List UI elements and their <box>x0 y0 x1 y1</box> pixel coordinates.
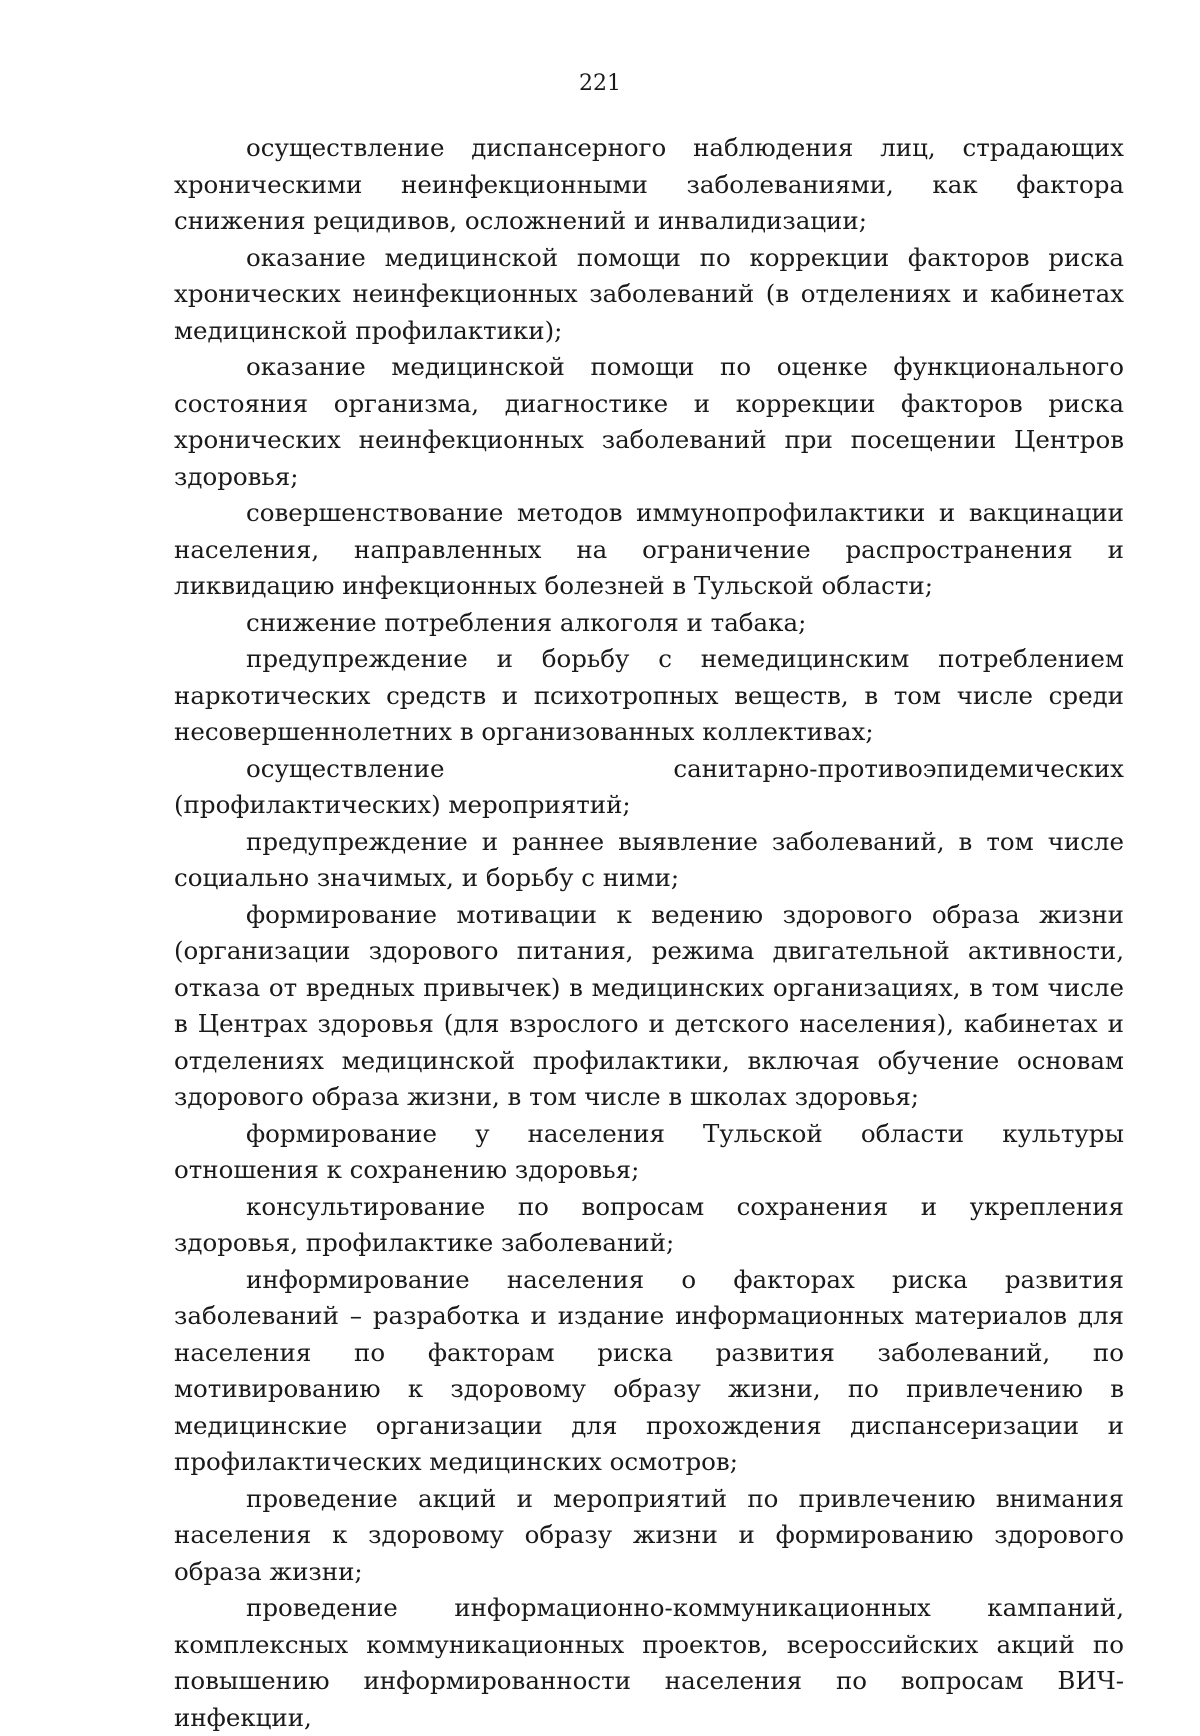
paragraph: формирование у населения Тульской области культуры отношения к сохранению здоровья; <box>174 1118 1124 1184</box>
paragraph: оказание медицинской помощи по коррекции факторов риска хронических неинфекционных заболеваний (в отделениях и кабинетах медицинской профилактики); <box>174 242 1124 345</box>
paragraph: информирование населения о факторах риска развития заболеваний – разработка и издание информационных материалов для населения по факторам риска развития заболеваний, по мотивированию к здоровому образу жизни, по привлечению в медицинские организации для прохождения диспансеризации и профилактических медицинских осмотров; <box>174 1264 1124 1476</box>
paragraph: предупреждение и раннее выявление заболеваний, в том числе социально значимых, и борьбу с ними; <box>174 826 1124 892</box>
paragraph: консультирование по вопросам сохранения и укрепления здоровья, профилактике заболеваний; <box>174 1191 1124 1257</box>
paragraph: проведение информационно-коммуникационных кампаний, комплексных коммуникационных проектов, всероссийских акций по повышению информированности населения по вопросам ВИЧ-инфекции, <box>174 1593 1124 1732</box>
paragraph: снижение потребления алкоголя и табака; <box>246 607 807 637</box>
page-number: 221 <box>579 71 621 96</box>
paragraph: осуществление диспансерного наблюдения лиц, страдающих хроническими неинфекционными заболеваниями, как фактора снижения рецидивов, осложнений и инвалидизации; <box>174 133 1124 235</box>
paragraph: осуществление санитарно-противоэпидемических (профилактических) мероприятий; <box>174 753 1124 819</box>
paragraph: совершенствование методов иммунопрофилактики и вакцинации населения, направленных на ограничение распространения и ликвидацию инфекционных болезней в Тульской области; <box>174 498 1124 600</box>
body-text <box>174 130 1124 1736</box>
paragraph: проведение акций и мероприятий по привлечению внимания населения к здоровому образу жизни и формированию здорового образа жизни; <box>174 1483 1124 1586</box>
paragraph: предупреждение и борьбу с немедицинским потреблением наркотических средств и психотропных веществ, в том числе среди несовершеннолетних в организованных коллективах; <box>174 644 1124 746</box>
paragraph: формирование мотивации к ведению здорового образа жизни (организации здорового питания, режима двигательной активности, отказа от вредных привычек) в медицинских организациях, в том числе в Центрах здоровья (для взрослого и детского населения), кабинетах и отделениях медицинской профилактики, включая обучение основам здорового образа жизни, в том числе в школах здоровья; <box>174 899 1124 1111</box>
paragraph: оказание медицинской помощи по оценке функционального состояния организма, диагностике и коррекции факторов риска хронических неинфекционных заболеваний при посещении Центров здоровья; <box>174 352 1124 491</box>
